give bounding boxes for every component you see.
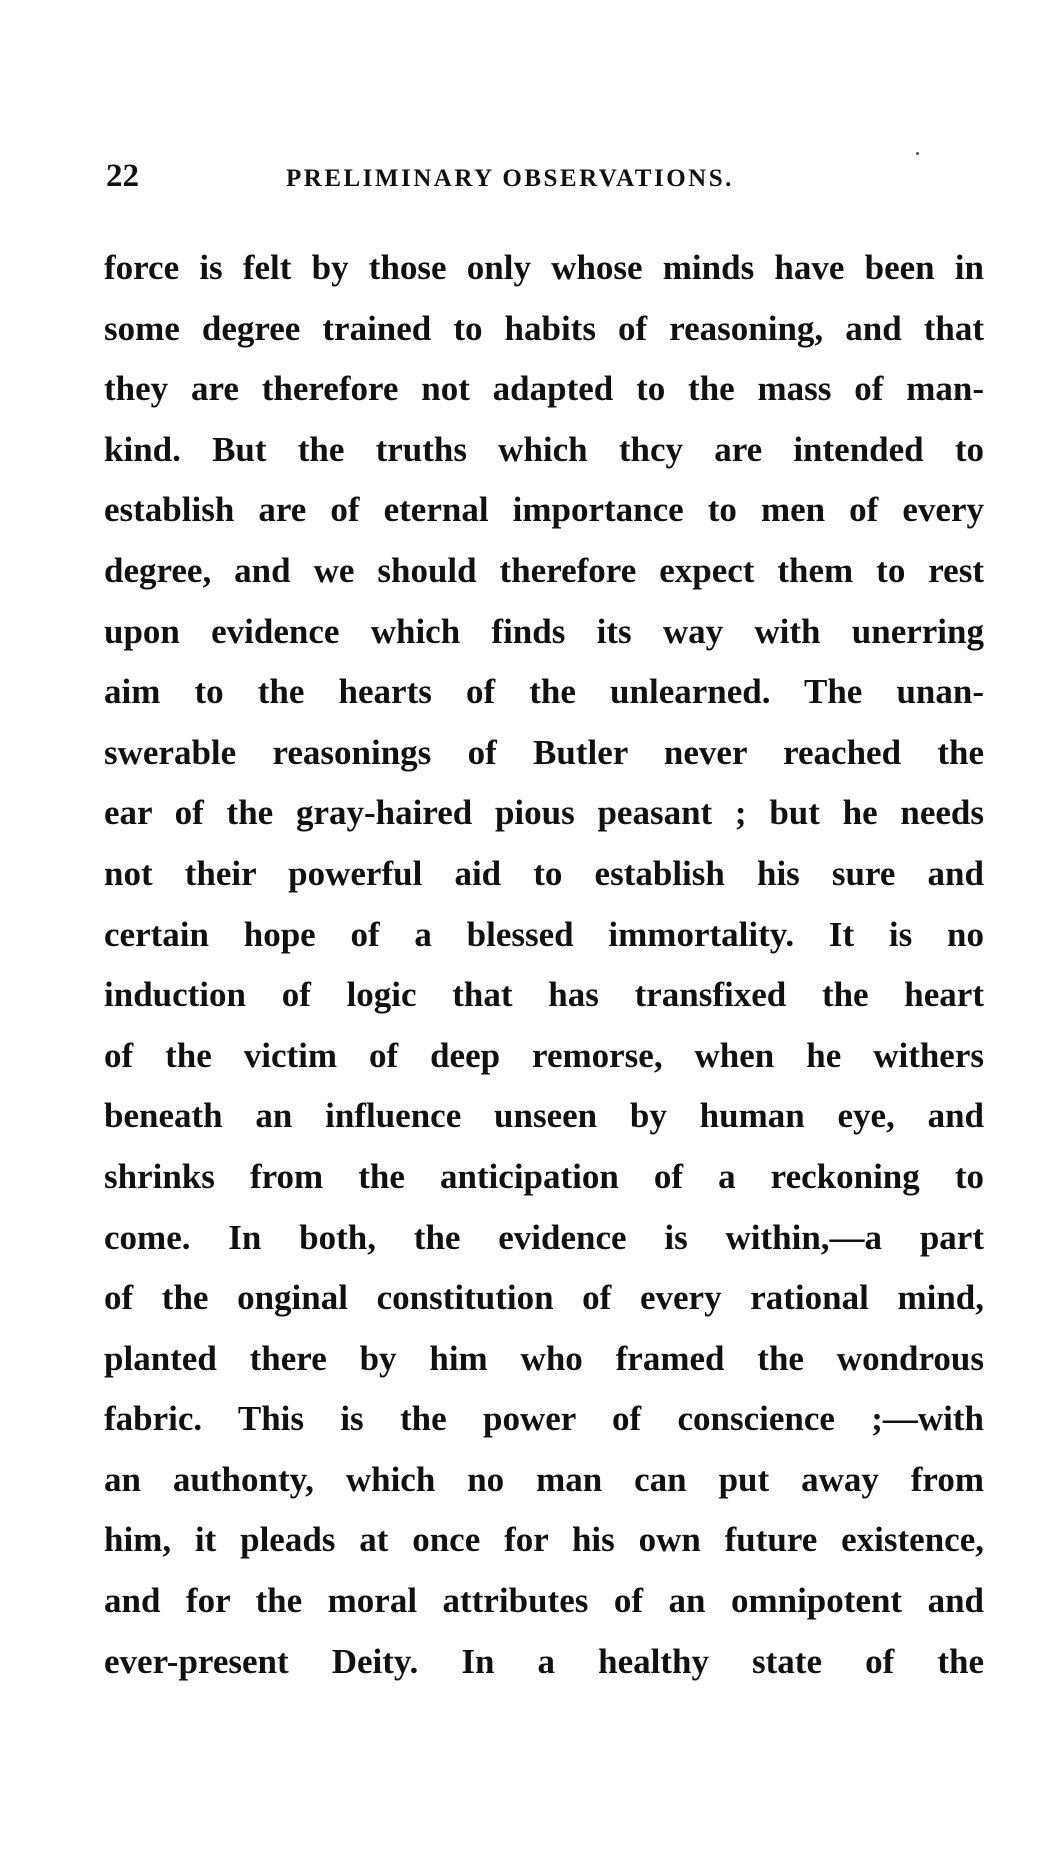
- text-line: induction of logic that has transfixed the heart: [104, 975, 984, 1015]
- text-line: an authonty, which no man can put away from: [104, 1459, 984, 1499]
- text-line: ever-present Deity. In a healthy state of the: [104, 1641, 984, 1681]
- text-line: certain hope of a blessed immortality. It is no: [104, 914, 984, 954]
- text-line: establish are of eternal importance to men of every: [104, 490, 984, 530]
- text-line: beneath an influence unseen by human eye, and: [104, 1096, 984, 1136]
- body-text: [104, 238, 984, 1692]
- text-line: planted there by him who framed the wondrous: [104, 1338, 984, 1378]
- page-number: 22: [106, 158, 139, 194]
- text-line: ear of the gray-haired pious peasant ; but he needs: [104, 793, 984, 833]
- text-line: shrinks from the anticipation of a reckoning to: [104, 1156, 984, 1196]
- text-line: aim to the hearts of the unlearned. The unan-: [104, 672, 984, 712]
- page-header: [106, 158, 986, 198]
- text-line: swerable reasonings of Butler never reached the: [104, 732, 984, 772]
- text-line: of the victim of deep remorse, when he withers: [104, 1035, 984, 1075]
- text-line: not their powerful aid to establish his sure and: [104, 853, 984, 893]
- text-line: come. In both, the evidence is within,—a part: [104, 1217, 984, 1257]
- scan-speck: [916, 152, 919, 155]
- text-line: of the onginal constitution of every rational mind,: [104, 1278, 984, 1318]
- text-line: degree, and we should therefore expect them to rest: [104, 550, 984, 590]
- text-line: him, it pleads at once for his own future existence,: [104, 1520, 984, 1560]
- text-line: some degree trained to habits of reasoning, and that: [104, 308, 984, 348]
- text-line: force is felt by those only whose minds have been in: [104, 248, 984, 287]
- running-head: PRELIMINARY OBSERVATIONS.: [286, 165, 734, 192]
- text-line: and for the moral attributes of an omnipotent and: [104, 1581, 984, 1621]
- text-line: fabric. This is the power of conscience ;—with: [104, 1399, 984, 1439]
- text-line: kind. But the truths which thcy are intended to: [104, 429, 984, 469]
- text-line: upon evidence which finds its way with unerring: [104, 611, 984, 651]
- text-line: they are therefore not adapted to the mass of man-: [104, 369, 984, 409]
